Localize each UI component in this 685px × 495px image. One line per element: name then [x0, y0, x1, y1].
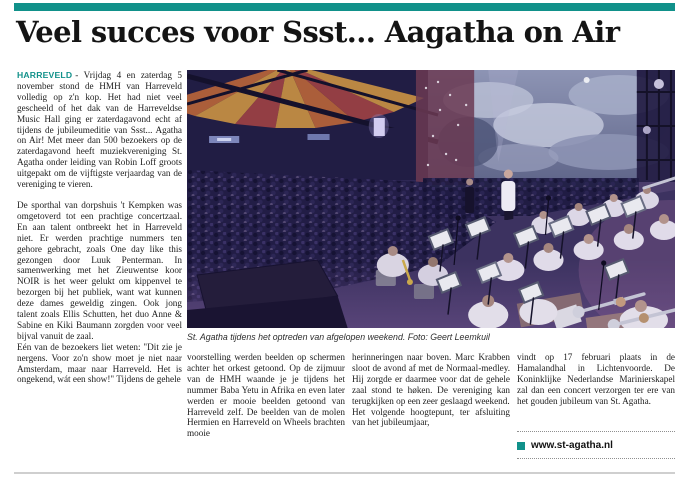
paragraph: De sporthal van dorpshuis 't Kempken was omgetoverd tot een prachtige concertzaal. En aan talent ontbreekt het in Harreveld niet. Er werden prachtige nummers ten gehore gebracht, zoals One day like this gezongen door Luuk Penterman. In samenwerking met het Zieuwentse koor NOIR is het weer gelukt om kippenvel te bezorgen bij het publiek, want wat kunnen deze dames geweldig zingen. Ook jong talent zoals Ellis Schutten, het duo Anne & Sabine en Kiki Baumann zorgden voor veel bijval vanuit de zaal. — [17, 199, 182, 341]
article-column-2 — [187, 352, 345, 458]
bottom-divider — [14, 472, 675, 474]
paragraph-lead — [17, 70, 182, 190]
sparkle-wall-panel — [416, 70, 474, 185]
article-column-3 — [352, 352, 510, 458]
article-column-1 — [17, 70, 182, 460]
paragraph: Het volgende hoogtepunt, ter afsluiting van het jubileumjaar, — [352, 406, 510, 428]
paragraph: herinneringen naar boven. Marc Krabben sloot de avond af met de Normaal-medley. Hij zorgde er daarmee voor dat de gehele zaal stond te høken. De vereniging kan terugkijken op een zeer geslaagd weekend. — [352, 352, 510, 406]
accent-top-bar — [14, 3, 675, 11]
paragraph: vindt op 17 februari plaats in de Hamalandhal in Lichtenvoorde. De Koninklijke Nederlandse Marinierskapel zal dan een concert verzorgen ter ere van het gouden jubileum van St. Agatha. — [517, 352, 675, 406]
paragraph: voorstelling werden beelden op schermen achter het orkest getoond. Op de zijmuur van de HMH waande je je tijdens het nummer Baba Yetu in Afrika en even later werden er mooie beelden getoond van Harreveld zelf. De beelden van de molen Hermien en Harreveld on Wheels brachten mooie — [187, 352, 345, 439]
website-link[interactable]: www.st-agatha.nl — [531, 440, 613, 451]
article-headline: Veel succes voor Ssst... Aagatha on Air — [16, 15, 620, 49]
concert-scene-illustration — [187, 70, 675, 328]
photo-caption: St. Agatha tijdens het optreden van afgelopen weekend. Foto: Geert Leemkuil — [187, 332, 490, 342]
square-bullet-icon — [517, 442, 525, 450]
paragraph-lead-text: - Vrijdag 4 en zaterdag 5 november stond de HMH van Harreveld volledig op z'n kop. Het had niet veel gescheeld of het dak van de Harreveldse Music Hall ging er zaterdagavond echt af tijdens de jubileumeditie van Ssst... Agatha on Air! Met meer dan 500 bezoekers op de zaterdagavond heeft muziekvereniging St. Agatha onder leiding van Robin Loff groots uitgepakt om de vijftigste verjaardag van de vereniging te vieren. — [17, 70, 182, 190]
website-link-box — [517, 431, 675, 459]
article-column-4 — [517, 352, 675, 428]
location-lead: HARREVELD — [17, 70, 73, 80]
article-photo — [187, 70, 675, 328]
paragraph: Eén van de bezoekers liet weten: "Dit zie je nergens. Voor zo'n show moet je niet naar Amsterdam, maar naar Harreveld. Het is ongekend, wát een show!" Tijdens de gehele — [17, 341, 182, 385]
